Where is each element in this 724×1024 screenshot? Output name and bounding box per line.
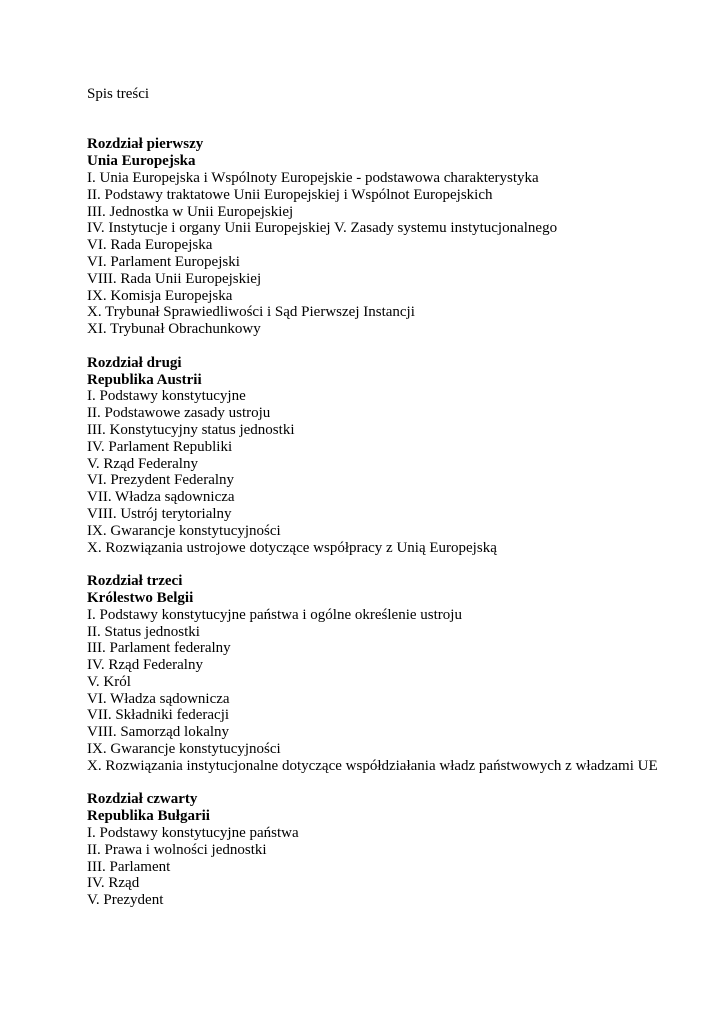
toc-entry: V. Prezydent	[87, 892, 164, 909]
toc-entry: VII. Władza sądownicza	[87, 489, 235, 506]
toc-entry: VIII. Ustrój terytorialny	[87, 505, 232, 522]
toc-entry: V. Król	[87, 673, 131, 690]
toc-entry: IV. Instytucje i organy Unii Europejskiej V. Zasady systemu instytucjonalnego	[87, 220, 558, 237]
toc-entry: IV. Parlament Republiki	[87, 438, 233, 455]
toc-entry: IX. Gwarancje konstytucyjności	[87, 522, 281, 539]
chapter-subtitle: Unia Europejska	[87, 153, 196, 170]
chapter-heading: Rozdział czwarty	[87, 791, 198, 808]
toc-entry: VI. Władza sądownicza	[87, 690, 230, 707]
chapter-section	[87, 791, 687, 909]
toc-title: Spis treści	[87, 86, 150, 102]
toc-entry: IX. Komisja Europejska	[87, 287, 233, 304]
toc-entry: IV. Rząd	[87, 875, 140, 892]
chapter-item-list	[87, 388, 687, 556]
toc-entry: III. Jednostka w Unii Europejskiej	[87, 203, 294, 220]
toc-entry: I. Podstawy konstytucyjne państwa i ogólne określenie ustroju	[87, 606, 462, 623]
toc-entry: I. Podstawy konstytucyjne	[87, 388, 246, 405]
toc-entry: IX. Gwarancje konstytucyjności	[87, 741, 281, 758]
toc-entry: VI. Rada Europejska	[87, 237, 213, 254]
chapter-heading: Rozdział trzeci	[87, 573, 183, 590]
toc-entry: III. Konstytucyjny status jednostki	[87, 421, 295, 438]
chapter-item-list	[87, 170, 687, 338]
toc-entry: X. Trybunał Sprawiedliwości i Sąd Pierwszej Instancji	[87, 304, 415, 321]
toc-entry: I. Unia Europejska i Wspólnoty Europejskie - podstawowa charakterystyka	[87, 169, 539, 186]
toc-entry: III. Parlament federalny	[87, 640, 231, 657]
chapter-list	[87, 136, 687, 909]
toc-entry: VI. Parlament Europejski	[87, 253, 240, 270]
chapter-heading: Rozdział pierwszy	[87, 136, 204, 153]
toc-entry: VI. Prezydent Federalny	[87, 472, 235, 489]
chapter-subtitle: Królestwo Belgii	[87, 589, 194, 606]
toc-entry: VII. Składniki federacji	[87, 707, 230, 724]
toc-entry: XI. Trybunał Obrachunkowy	[87, 321, 261, 338]
toc-entry: X. Rozwiązania ustrojowe dotyczące współpracy z Unią Europejską	[87, 539, 497, 556]
chapter-item-list	[87, 607, 687, 775]
toc-entry: II. Status jednostki	[87, 623, 200, 640]
chapter-subtitle: Republika Austrii	[87, 371, 202, 388]
chapter-section	[87, 355, 687, 557]
toc-entry: II. Podstawowe zasady ustroju	[87, 405, 271, 422]
document-page	[87, 86, 687, 926]
chapter-item-list	[87, 825, 687, 909]
chapter-subtitle: Republika Bułgarii	[87, 808, 210, 825]
chapter-section	[87, 136, 687, 338]
toc-entry: X. Rozwiązania instytucjonalne dotyczące współdziałania władz państwowych z władzami UE	[87, 757, 658, 774]
toc-entry: II. Podstawy traktatowe Unii Europejskiej i Wspólnot Europejskich	[87, 186, 493, 203]
toc-entry: V. Rząd Federalny	[87, 455, 198, 472]
toc-entry: II. Prawa i wolności jednostki	[87, 841, 267, 858]
toc-entry: III. Parlament	[87, 858, 171, 875]
toc-entry: IV. Rząd Federalny	[87, 657, 203, 674]
chapter-section	[87, 573, 687, 775]
toc-entry: I. Podstawy konstytucyjne państwa	[87, 825, 299, 842]
toc-entry: VIII. Samorząd lokalny	[87, 724, 230, 741]
toc-entry: VIII. Rada Unii Europejskiej	[87, 270, 262, 287]
chapter-heading: Rozdział drugi	[87, 354, 182, 371]
